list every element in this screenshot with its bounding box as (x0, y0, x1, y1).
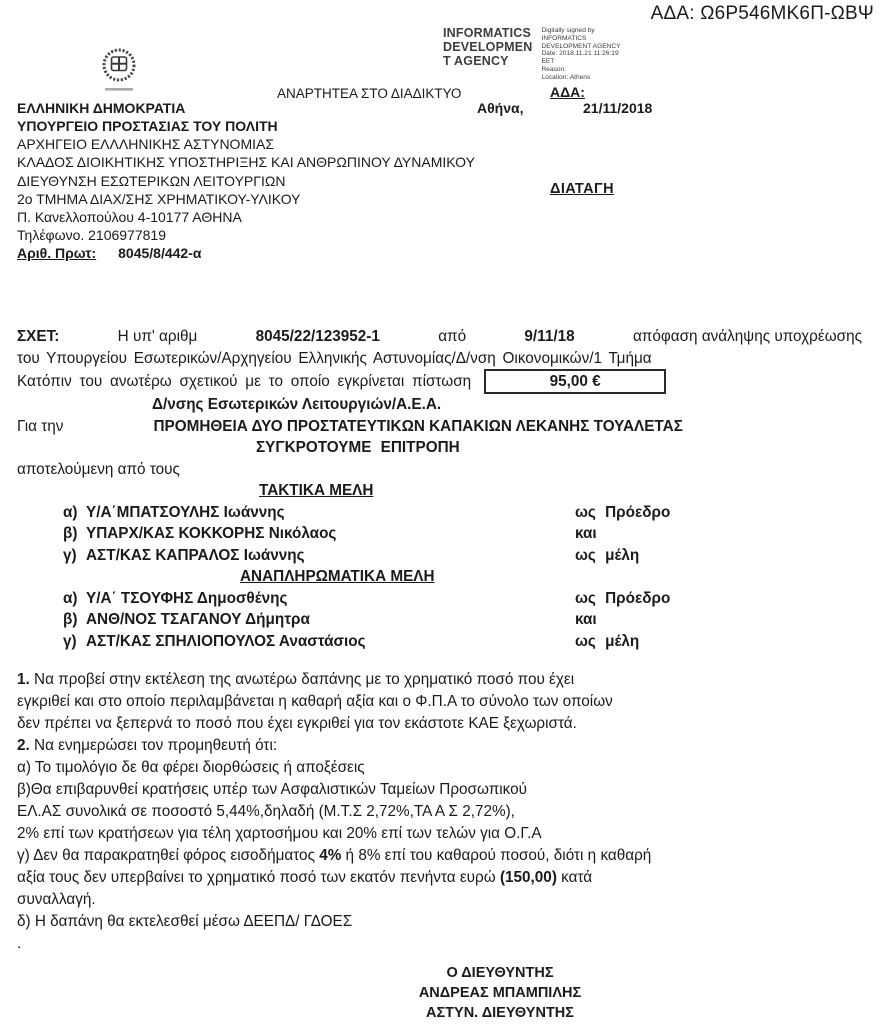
member-row (17, 588, 862, 610)
body-line: γ) Δεν θα παρακρατηθεί φόρος εισοδήματος 4% ή 8% επί του καθαρού ποσού, διότι η καθαρή (17, 847, 652, 864)
body-line: 2. Να ενημερώσει τον προμηθευτή ότι: (17, 737, 278, 754)
stamp-detail-line: EET (541, 58, 555, 66)
stamp-agency-name (443, 26, 533, 82)
hellenic-republic: ΕΛΛΗΝΙΚΗ ΔΗΜΟΚΡΑΤΙΑ (17, 100, 186, 116)
body-line: 1. Να προβεί στην εκτέλεση της ανωτέρω δαπάνης με το χρηματικό ποσό που έχει (17, 671, 575, 688)
member-name: Υ/Α΄ΜΠΑΤΣΟΥΛΗΣ Ιωάννης (86, 503, 285, 521)
signatory-rank: ΑΣΤΥΝ. ΔΙΕΥΘΥΝΤΗΣ (426, 1005, 574, 1021)
order-title: ΔΙΑΤΑΓΗ (550, 181, 614, 197)
city-label: Αθήνα, (477, 100, 524, 116)
member-row (17, 609, 862, 631)
anartitea-label: ΑΝΑΡΤΗΤΕΑ ΣΤΟ ΔΙΑΔΙΚΤΥΟ (277, 86, 462, 101)
regular-members-heading (17, 480, 862, 502)
signature-block (380, 963, 620, 1023)
instructions-paragraphs (17, 669, 862, 955)
internal-functions-line: Δ/νσης Εσωτερικών Λειτουργιών/Α.Ε.Α. (152, 396, 442, 413)
phone: Τηλέφωνο. 2106977819 (17, 226, 166, 243)
member-name: ΑΣΤ/ΚΑΣ ΚΑΠΡΑΛΟΣ Ιωάννης (86, 546, 305, 564)
digital-signature-stamp (443, 26, 621, 82)
reference-intro: Η υπ' αριθμ (117, 328, 198, 345)
member-name: Υ/Α΄ ΤΣΟΥΦΗΣ Δημοσθένης (86, 589, 288, 607)
credit-approval-text: Κατόπιν του ανωτέρω σχετικού με το οποίο εγκρίνεται πίστωση (17, 372, 472, 390)
body-line: β)Θα επιβαρυνθεί κρατήσεις υπέρ των Ασφαλιστικών Ταμείων Προσωπικού (17, 781, 527, 798)
stamp-detail-line: DEVELOPMENT AGENCY (541, 42, 621, 50)
protocol-number: 8045/8/442-α (118, 245, 202, 262)
ada-number: ΑΔΑ: Ω6Ρ546ΜΚ6Π-ΩΒΨ (650, 3, 874, 24)
member-role: ως μέλη (575, 632, 640, 650)
protocol-label: Αριθ. Πρωτ: (17, 245, 97, 262)
signatory-name: ΑΝΔΡΕΑΣ ΜΠΑΜΠΙΛΗΣ (418, 985, 582, 1001)
member-index: α) (63, 589, 78, 607)
member-row (17, 631, 862, 653)
address: Π. Κανελλοπούλου 4-10177 ΑΘΗΝΑ (17, 208, 242, 225)
for-label: Για την (17, 417, 64, 435)
issuing-authority-block (17, 99, 475, 262)
reference-label: ΣΧΕΤ: (17, 328, 60, 345)
document-body (17, 326, 862, 955)
stamp-signature-details (542, 26, 621, 82)
regular-members-heading-text: ΤΑΚΤΙΚΑ ΜΕΛΗ (259, 482, 374, 499)
reference-line (17, 326, 862, 348)
protocol-row (17, 244, 475, 262)
approved-amount-box: 95,00 € (484, 369, 666, 394)
stamp-agency-line: T AGENCY (443, 54, 509, 68)
body-line: 2% επί των κρατήσεων για τέλη χαρτοσήμου και 20% επί των τελών για Ο.Γ.Α (17, 825, 542, 842)
member-role: ως μέλη (575, 546, 640, 564)
procurement-subject: ΠΡΟΜΗΘΕΙΑ ΔΥΟ ΠΡΟΣΤΑΤΕΥΤΙΚΩΝ ΚΑΠΑΚΙΩΝ ΛΕΚΑΝΗΣ ΤΟΥΑΛΕΤΑΣ (153, 417, 683, 435)
reference-source-line: του Υπουργείου Εσωτερικών/Αρχηγείου Ελληνικής Αστυνομίας/Δ/νση Οικονομικών/1 Τμήμα (17, 349, 652, 367)
member-role: ως Πρόεδρο (575, 503, 671, 521)
body-line: . (17, 935, 22, 952)
ministry: ΥΠΟΥΡΓΕΙΟ ΠΡΟΣΤΑΣΙΑΣ ΤΟΥ ΠΟΛΙΤΗ (17, 118, 278, 135)
body-line: συναλλαγή. (17, 891, 96, 908)
alternate-members-heading (17, 566, 862, 588)
branch: ΚΛΑΔΟΣ ΔΙΟΙΚΗΤΙΚΗΣ ΥΠΟΣΤΗΡΙΞΗΣ ΚΑΙ ΑΝΘΡΩΠΙΝΟΥ ΔΥΝΑΜΙΚΟΥ (17, 154, 475, 171)
department: 2ο ΤΜΗΜΑ ΔΙΑΧ/ΣΗΣ ΧΡΗΜΑΤΙΚΟΥ-ΥΛΙΚΟΥ (17, 190, 301, 207)
ada-field-label: ΑΔΑ: (550, 84, 585, 100)
reference-tail: απόφαση ανάληψης υποχρέωσης (632, 328, 862, 345)
member-index: γ) (63, 632, 77, 650)
credit-approval-line (17, 369, 862, 394)
member-name: ΑΣΤ/ΚΑΣ ΣΠΗΛΙΟΠΟΥΛΟΣ Αναστάσιος (86, 632, 366, 650)
document-date: 21/11/2018 (583, 100, 653, 116)
body-line: αξία τους δεν υπερβαίνει το χρηματικό ποσό των εκατόν πενήντα ευρώ (150,00) κατά (17, 869, 593, 886)
member-role: ως Πρόεδρο (575, 589, 671, 607)
body-line: α) Το τιμολόγιο δε θα φέρει διορθώσεις ή αποξέσεις (17, 759, 365, 776)
body-line: εγκριθεί και στο οποίο περιλαμβάνεται η καθαρή αξία και ο Φ.Π.Α το σύνολο των οποίων (17, 693, 613, 710)
member-row (17, 502, 862, 524)
body-line: δεν πρέπει να ξεπερνά το ποσό που έχει εγκριθεί για τον εκάστοτε ΚΑΕ ξεχωριστά. (17, 715, 577, 732)
body-line: ΕΛ.ΑΣ συνολικά σε ποσοστό 5,44%,δηλαδή (Μ.Τ.Σ 2,72%,ΤΑ Α Σ 2,72%), (17, 803, 515, 820)
member-role: και (575, 525, 597, 542)
member-index: β) (63, 611, 78, 628)
reference-date: 9/11/18 (524, 328, 575, 345)
composed-of-line: αποτελούμενη από τους (17, 460, 180, 478)
stamp-agency-line: DEVELOPMEN (443, 40, 533, 54)
reference-number: 8045/22/123952-1 (255, 328, 380, 345)
stamp-detail-line: Digitally signed by (541, 27, 595, 34)
member-index: γ) (63, 546, 77, 564)
signatory-title: Ο ΔΙΕΥΘΥΝΤΗΣ (446, 965, 554, 981)
stamp-detail-line: Date: 2018.11.21 11:26:19 (541, 50, 619, 58)
stamp-detail-line: Location: Athens (541, 73, 591, 81)
member-index: β) (63, 525, 78, 542)
member-row (17, 523, 862, 545)
member-role: και (575, 611, 597, 628)
alternate-members-heading-text: ΑΝΑΠΛΗΡΩΜΑΤΙΚΑ ΜΕΛΗ (240, 568, 435, 585)
police-headquarters: ΑΡΧΗΓΕΙΟ ΕΛΛΛΗΝΙΚΗΣ ΑΣΤΥΝΟΜΙΑΣ (17, 136, 274, 153)
stamp-agency-line: INFORMATICS (443, 26, 532, 40)
body-line: δ) Η δαπάνη θα εκτελεσθεί μέσω ΔΕΕΠΔ/ ΓΔΟΕΣ (17, 913, 353, 930)
directorate: ΔΙΕΥΘΥΝΣΗ ΕΣΩΤΕΡΙΚΩΝ ΛΕΙΤΟΥΡΓΙΩΝ (17, 172, 286, 189)
member-row (17, 545, 862, 567)
member-name: ΑΝΘ/ΝΟΣ ΤΣΑΓΑΝΟΥ Δήμητρα (86, 611, 310, 628)
greek-coat-of-arms-icon (100, 46, 138, 94)
subject-line (17, 416, 862, 438)
stamp-detail-line: INFORMATICS (541, 34, 587, 42)
member-index: α) (63, 503, 78, 521)
emblem-caption (105, 88, 133, 91)
reference-from: από (438, 328, 467, 345)
member-name: ΥΠΑΡΧ/ΚΑΣ ΚΟΚΚΟΡΗΣ Νικόλαος (86, 525, 337, 542)
stamp-detail-line: Reason: (541, 65, 567, 73)
committee-heading: ΣΥΓΚΡΟΤΟΥΜΕ ΕΠΙΤΡΟΠΗ (256, 439, 460, 456)
